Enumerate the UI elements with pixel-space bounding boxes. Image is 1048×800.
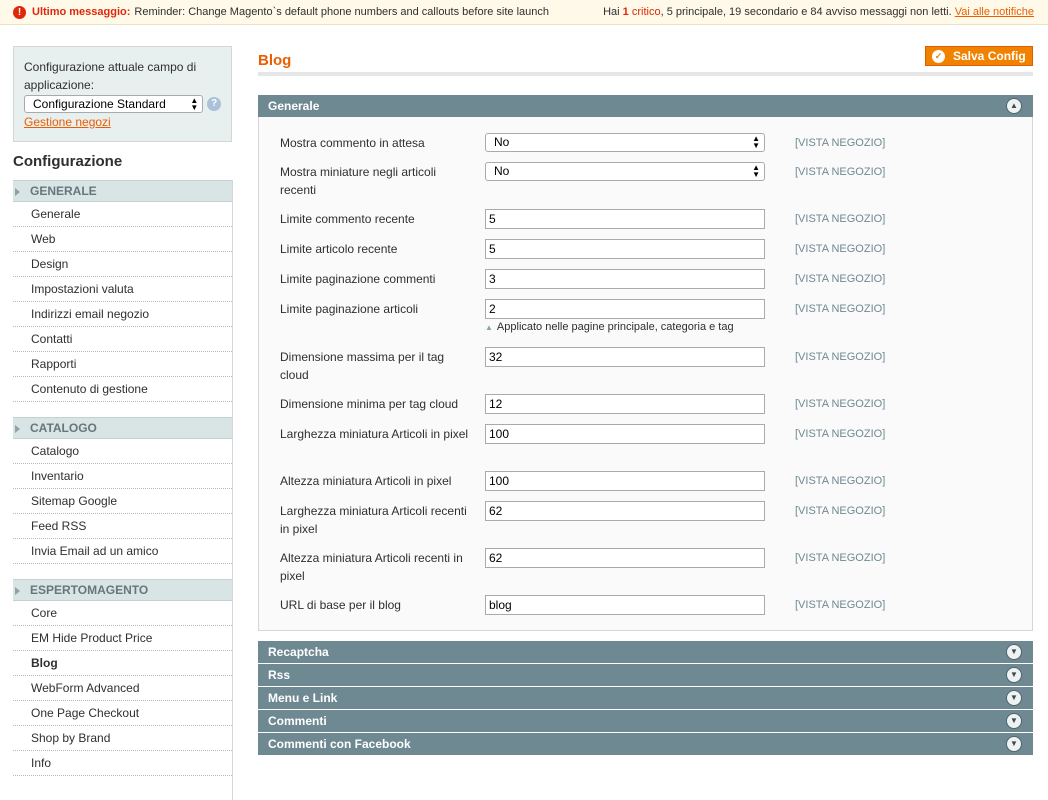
config-nav — [13, 180, 233, 800]
expand-triangle-icon — [15, 188, 20, 196]
sidebar-item-one-page-checkout[interactable]: One Page Checkout — [13, 701, 232, 726]
sidebar-item-indirizzi-email-negozio[interactable]: Indirizzi email negozio — [13, 302, 232, 327]
scope-indicator: [VISTA NEGOZIO] — [795, 273, 886, 285]
save-config-button[interactable] — [925, 46, 1033, 66]
scope-switcher — [13, 46, 232, 142]
field-note-text: Applicato nelle pagine principale, categoria e tag — [496, 321, 734, 333]
field-label: Limite commento recente — [280, 212, 415, 226]
nav-group-title: ESPERTOMAGENTO — [30, 583, 149, 597]
critical-word: critico — [631, 6, 661, 18]
sidebar-item-inventario[interactable]: Inventario — [13, 464, 232, 489]
expand-triangle-icon — [15, 587, 20, 595]
scope-indicator: [VISTA NEGOZIO] — [795, 428, 886, 440]
sidebar-item-info[interactable]: Info — [13, 751, 232, 776]
sidebar-item-catalogo[interactable]: Catalogo — [13, 439, 232, 464]
field-input[interactable] — [485, 347, 765, 367]
field-label: Mostra miniature negli articoli recenti — [280, 165, 437, 197]
scope-select-value: Configurazione Standard — [33, 97, 166, 111]
field-label: Mostra commento in attesa — [280, 136, 425, 150]
help-icon[interactable]: ? — [207, 97, 221, 111]
field-input[interactable] — [485, 595, 765, 615]
scope-label: Configurazione attuale campo di applicazione: — [24, 60, 197, 92]
sidebar-item-invia-email-ad-un-amico[interactable]: Invia Email ad un amico — [13, 539, 232, 564]
field-label: URL di base per il blog — [280, 598, 401, 612]
notice-counts: , 5 principale, 19 secondario e 84 avviso messaggi non letti. — [660, 6, 952, 18]
sidebar-item-em-hide-product-price[interactable]: EM Hide Product Price — [13, 626, 232, 651]
field-label: Larghezza miniatura Articoli recenti in pixel — [280, 504, 467, 536]
nav-title: Configurazione — [13, 142, 232, 180]
page-title: Blog — [258, 52, 292, 69]
select-arrows-icon: ▲ ▼ — [752, 134, 760, 150]
notice-summary: Hai 1 critico, 5 principale, 19 secondario e 84 avviso messaggi non letti. Vai alle notifiche — [603, 6, 1034, 18]
field-input[interactable] — [485, 548, 765, 568]
sidebar-item-web[interactable]: Web — [13, 227, 232, 252]
field-input[interactable] — [485, 471, 765, 491]
field-label: Limite articolo recente — [280, 242, 398, 256]
sidebar-item-sitemap-google[interactable]: Sitemap Google — [13, 489, 232, 514]
section-title: Rss — [268, 668, 291, 682]
field-input[interactable] — [485, 299, 765, 319]
manage-stores-link[interactable]: Gestione negozi — [24, 115, 111, 129]
section-general-title: Generale — [268, 99, 320, 113]
section-rss-header[interactable] — [258, 664, 1033, 686]
field-input[interactable] — [485, 209, 765, 229]
collapse-icon[interactable]: ▲ — [1006, 98, 1022, 114]
general-fieldset — [258, 117, 1033, 631]
critical-count: 1 — [622, 6, 629, 18]
section-title: Commenti con Facebook — [268, 737, 411, 751]
sidebar-item-contenuto-di-gestione[interactable]: Contenuto di gestione — [13, 377, 232, 402]
field-label: Limite paginazione articoli — [280, 302, 419, 316]
field-input[interactable] — [485, 269, 765, 289]
save-config-label: Salva Config — [953, 49, 1026, 63]
field-select-value: No — [494, 164, 510, 178]
field-label: Larghezza miniatura Articoli in pixel — [280, 427, 469, 441]
field-label: Altezza miniatura Articoli recenti in pixel — [280, 551, 463, 583]
sidebar-item-core[interactable]: Core — [13, 601, 232, 626]
field-input[interactable] — [485, 394, 765, 414]
scope-indicator: [VISTA NEGOZIO] — [795, 475, 886, 487]
nav-group-espertomagento[interactable] — [13, 579, 232, 601]
sidebar-item-design[interactable]: Design — [13, 252, 232, 277]
notification-bar — [0, 0, 1048, 25]
sidebar-item-blog[interactable]: Blog — [13, 651, 232, 676]
scope-select[interactable] — [24, 95, 203, 113]
section-title: Recaptcha — [268, 645, 329, 659]
field-select-value: No — [494, 135, 510, 149]
sidebar-item-shop-by-brand[interactable]: Shop by Brand — [13, 726, 232, 751]
notice-label: Ultimo messaggio: — [32, 6, 131, 18]
scope-indicator: [VISTA NEGOZIO] — [795, 351, 886, 363]
select-arrows-icon: ▲ ▼ — [190, 96, 199, 112]
field-input[interactable] — [485, 239, 765, 259]
scope-indicator: [VISTA NEGOZIO] — [795, 599, 886, 611]
nav-spacer — [13, 402, 232, 417]
expand-icon[interactable]: ▼ — [1006, 644, 1022, 660]
scope-indicator: [VISTA NEGOZIO] — [795, 505, 886, 517]
nav-group-generale[interactable] — [13, 180, 232, 202]
field-input[interactable] — [485, 424, 765, 444]
field-note — [485, 321, 734, 333]
notice-message: Reminder: Change Magento`s default phone numbers and callouts before site launch — [134, 6, 549, 18]
field-label: Limite paginazione commenti — [280, 272, 436, 286]
scope-indicator: [VISTA NEGOZIO] — [795, 303, 886, 315]
expand-icon[interactable]: ▼ — [1006, 736, 1022, 752]
scope-indicator: [VISTA NEGOZIO] — [795, 243, 886, 255]
scope-indicator: [VISTA NEGOZIO] — [795, 166, 886, 178]
sidebar-item-rapporti[interactable]: Rapporti — [13, 352, 232, 377]
check-icon: ✓ — [932, 50, 945, 63]
section-recaptcha-header[interactable] — [258, 641, 1033, 663]
scope-indicator: [VISTA NEGOZIO] — [795, 137, 886, 149]
section-title: Commenti — [268, 714, 327, 728]
note-arrow-icon: ▲ — [485, 323, 493, 332]
scope-indicator: [VISTA NEGOZIO] — [795, 213, 886, 225]
notifications-link[interactable]: Vai alle notifiche — [954, 6, 1034, 18]
field-input[interactable] — [485, 501, 765, 521]
expand-icon[interactable]: ▼ — [1006, 690, 1022, 706]
scope-indicator: [VISTA NEGOZIO] — [795, 552, 886, 564]
sidebar-item-impostazioni-valuta[interactable]: Impostazioni valuta — [13, 277, 232, 302]
expand-icon[interactable]: ▼ — [1006, 667, 1022, 683]
title-divider — [258, 72, 1033, 76]
expand-icon[interactable]: ▼ — [1006, 713, 1022, 729]
field-label: Altezza miniatura Articoli in pixel — [280, 474, 452, 488]
nav-group-title: GENERALE — [30, 184, 97, 198]
sidebar-item-webform-advanced[interactable]: WebForm Advanced — [13, 676, 232, 701]
section-menu-e-link-header[interactable] — [258, 687, 1033, 709]
section-commenti-con-facebook-header[interactable] — [258, 733, 1033, 755]
sidebar-item-generale[interactable]: Generale — [13, 202, 232, 227]
error-icon: ! — [13, 6, 26, 19]
nav-group-title: CATALOGO — [30, 421, 97, 435]
field-label: Dimensione massima per il tag cloud — [280, 350, 445, 382]
section-general-header[interactable] — [258, 95, 1033, 117]
nav-group-catalogo[interactable] — [13, 417, 232, 439]
scope-indicator: [VISTA NEGOZIO] — [795, 398, 886, 410]
field-select[interactable] — [485, 162, 765, 181]
select-arrows-icon: ▲ ▼ — [752, 163, 760, 179]
section-title: Menu e Link — [268, 691, 338, 705]
sidebar-item-feed-rss[interactable]: Feed RSS — [13, 514, 232, 539]
field-select[interactable] — [485, 133, 765, 152]
sidebar-item-contatti[interactable]: Contatti — [13, 327, 232, 352]
nav-spacer — [13, 564, 232, 579]
section-commenti-header[interactable] — [258, 710, 1033, 732]
field-label: Dimensione minima per tag cloud — [280, 397, 459, 411]
expand-triangle-icon — [15, 425, 20, 433]
